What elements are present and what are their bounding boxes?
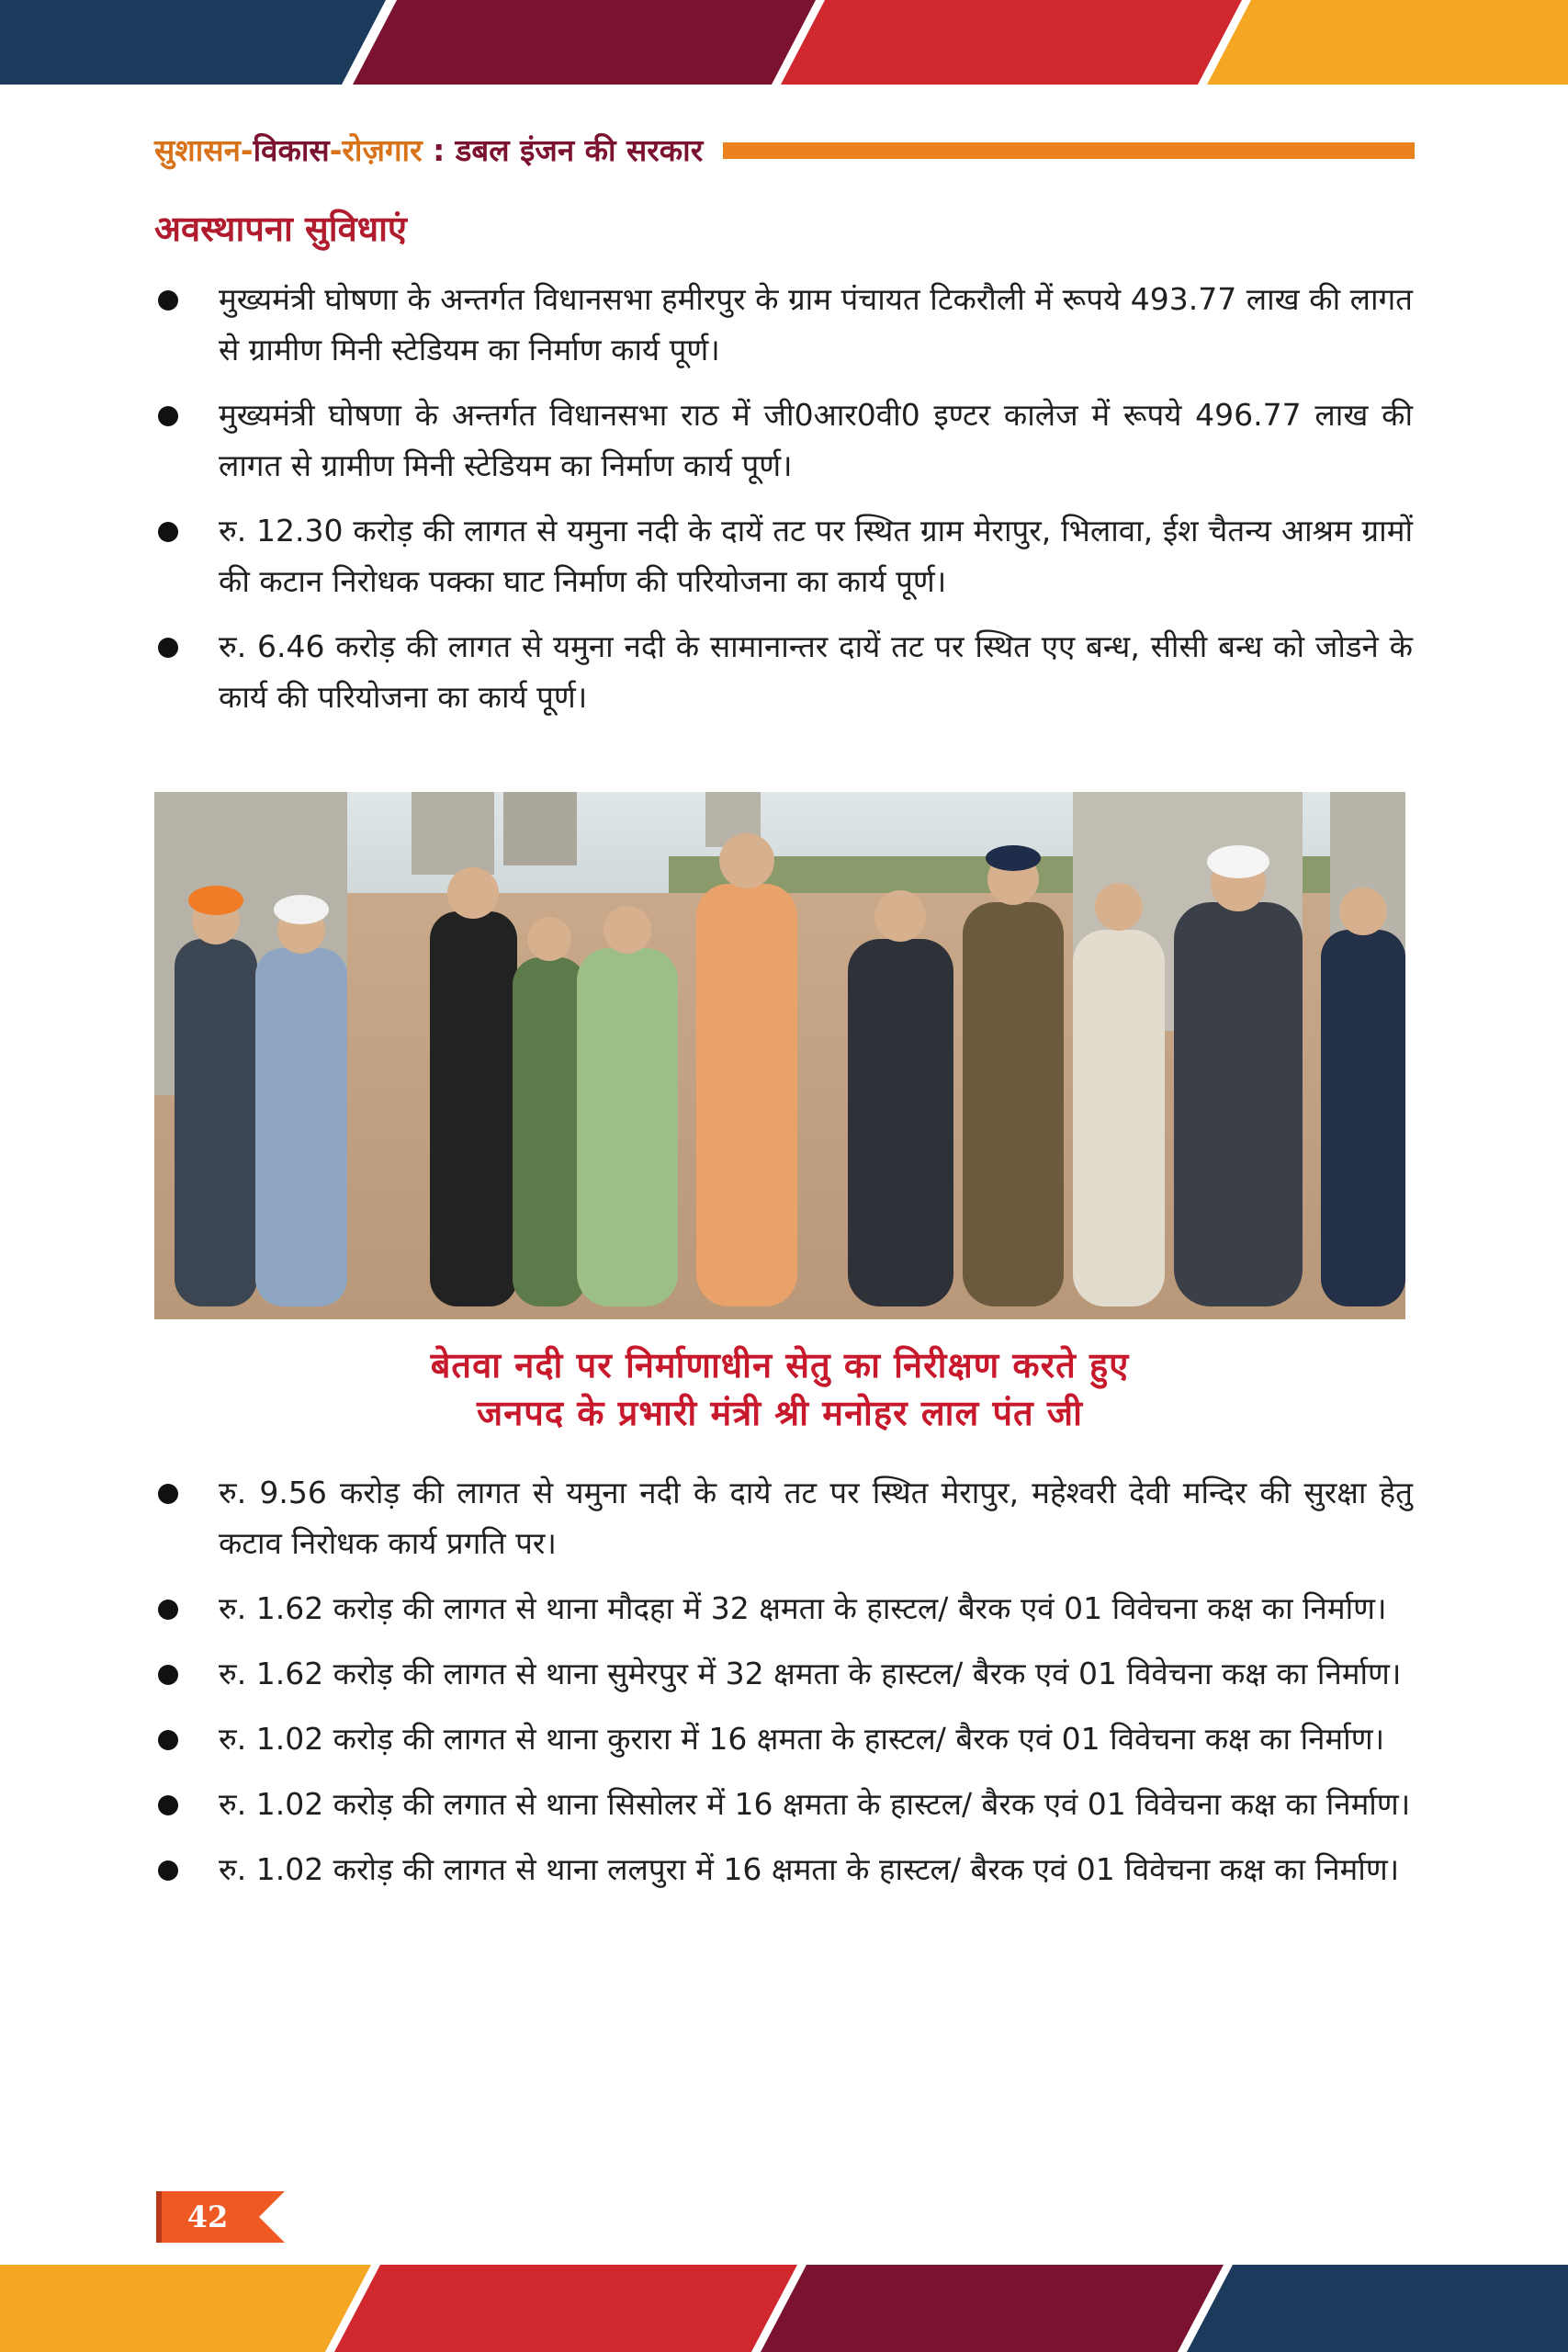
bullet-icon — [158, 1730, 178, 1750]
bullet-icon — [158, 1665, 178, 1685]
bottom-decorative-banner — [0, 2265, 1568, 2352]
header-title: सुशासन-विकास-रोज़गार : डबल इंजन की सरकार — [154, 131, 704, 168]
page-number: 42 — [186, 2199, 229, 2234]
page-header — [154, 127, 1415, 171]
top-decorative-banner — [0, 0, 1568, 85]
caption-line-1: बेतवा नदी पर निर्माणाधीन सेतु का निरीक्षण करते हुए — [430, 1344, 1130, 1385]
infrastructure-list-top — [154, 274, 1413, 737]
page-number-tab — [156, 2191, 285, 2243]
bullet-icon — [158, 1484, 178, 1504]
bullet-icon — [158, 522, 178, 542]
caption-line-2: जनपद के प्रभारी मंत्री श्री मनोहर लाल पंत जी — [477, 1392, 1083, 1433]
infrastructure-list-bottom — [154, 1467, 1413, 1909]
list-item: मुख्यमंत्री घोषणा के अन्तर्गत विधानसभा हमीरपुर के ग्राम पंचायत टिकरौली में रूपये 493.77 लाख की लागत से ग्रामीण मिनी स्टेडियम का निर्माण कार्य पूर्ण। — [154, 274, 1413, 375]
bullet-icon — [158, 290, 178, 311]
list-item: रु. 1.02 करोड़ की लागत से थाना कुरारा में 16 क्षमता के हास्टल/ बैरक एवं 01 विवेचना कक्ष का निर्माण। — [154, 1713, 1413, 1764]
bullet-icon — [158, 1795, 178, 1815]
header-rule — [723, 142, 1415, 159]
list-item: रु. 9.56 करोड़ की लागत से यमुना नदी के दाये तट पर स्थित मेरापुर, महेश्वरी देवी मन्दिर की सुरक्षा हेतु कटाव निरोधक कार्य प्रगति पर। — [154, 1467, 1413, 1568]
photo-caption — [154, 1341, 1405, 1437]
list-item: रु. 12.30 करोड़ की लागत से यमुना नदी के दायें तट पर स्थित ग्राम मेरापुर, भिलावा, ईश चैतन्य आश्रम ग्रामों की कटान निरोधक पक्का घाट निर्माण की परियोजना का कार्य पूर्ण। — [154, 505, 1413, 606]
list-item: रु. 1.02 करोड़ की लागत से थाना ललपुरा में 16 क्षमता के हास्टल/ बैरक एवं 01 विवेचना कक्ष का निर्माण। — [154, 1844, 1413, 1894]
section-heading: अवस्थापना सुविधाएं — [154, 208, 407, 249]
list-item: मुख्यमंत्री घोषणा के अन्तर्गत विधानसभा राठ में जी0आर0वी0 इण्टर कालेज में रूपये 496.77 लाख की लागत से ग्रामीण मिनी स्टेडियम का निर्माण कार्य पूर्ण। — [154, 390, 1413, 491]
site-inspection-photo — [154, 792, 1405, 1319]
bullet-icon — [158, 406, 178, 426]
bullet-icon — [158, 638, 178, 658]
list-item: रु. 1.62 करोड़ की लागत से थाना सुमेरपुर में 32 क्षमता के हास्टल/ बैरक एवं 01 विवेचना कक्ष का निर्माण। — [154, 1648, 1413, 1699]
bullet-icon — [158, 1860, 178, 1881]
list-item: रु. 6.46 करोड़ की लागत से यमुना नदी के सामानान्तर दायें तट पर स्थित एए बन्ध, सीसी बन्ध को जोडने के कार्य की परियोजना का कार्य पूर्ण। — [154, 621, 1413, 722]
bullet-icon — [158, 1600, 178, 1620]
list-item: रु. 1.62 करोड़ की लागत से थाना मौदहा में 32 क्षमता के हास्टल/ बैरक एवं 01 विवेचना कक्ष का निर्माण। — [154, 1583, 1413, 1634]
list-item: रु. 1.02 करोड़ की लगात से थाना सिसोलर में 16 क्षमता के हास्टल/ बैरक एवं 01 विवेचना कक्ष का निर्माण। — [154, 1779, 1413, 1829]
